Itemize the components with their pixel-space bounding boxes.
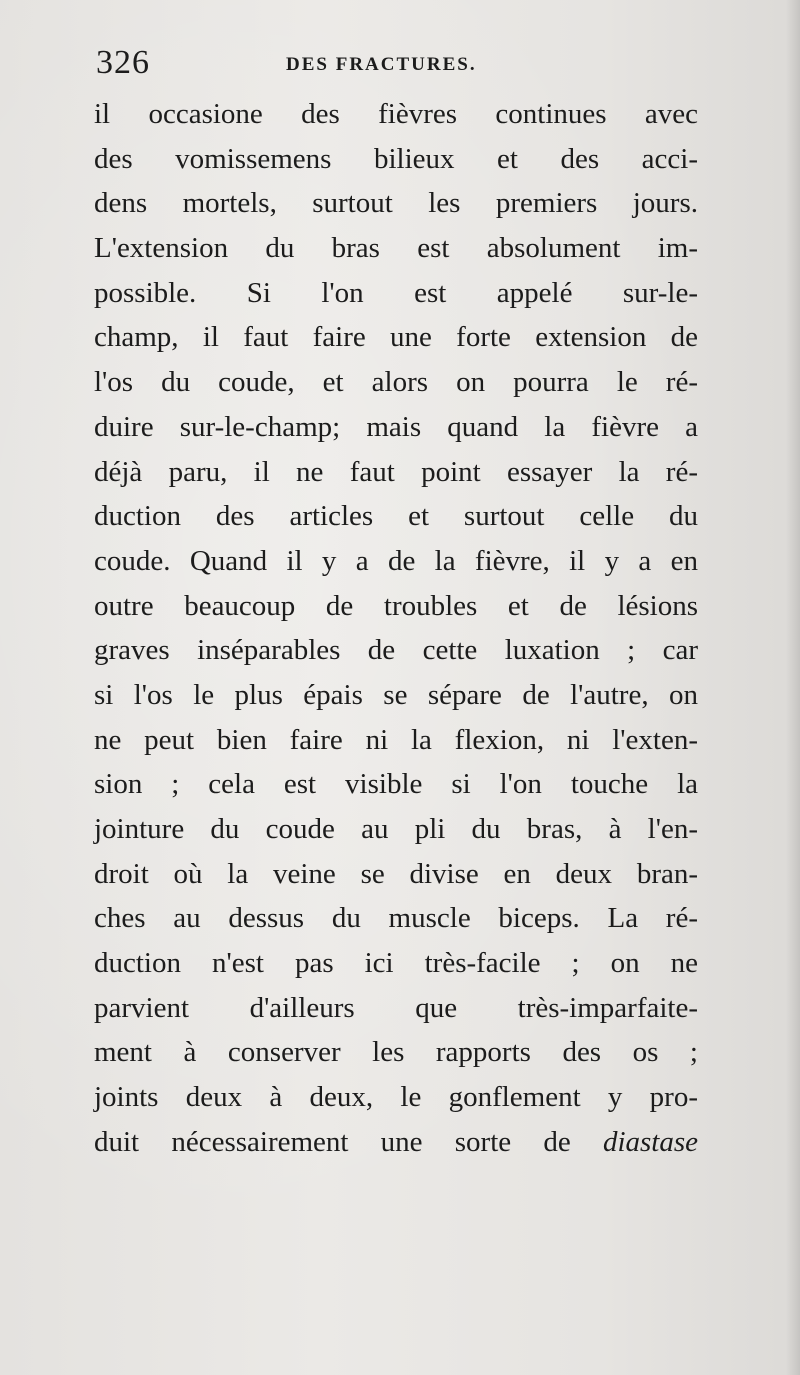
- page-edge-shadow: [786, 0, 800, 1375]
- text-line: duction n'est pas ici très-facile ; on ne: [94, 947, 698, 980]
- text-line: ches au dessus du muscle biceps. La ré-: [94, 902, 698, 935]
- text-line: il occasione des fièvres continues avec: [94, 98, 698, 130]
- text-line: jointure du coude au pli du bras, à l'en-: [94, 813, 698, 845]
- italic-word: diastase: [602, 1125, 698, 1158]
- text-line: graves inséparables de cette luxation ; car: [94, 634, 698, 667]
- text-line: ne peut bien faire ni la flexion, ni l'exten-: [94, 723, 698, 756]
- text-line: si l'os le plus épais se sépare de l'autre, on: [94, 678, 698, 711]
- text-line: parvient d'ailleurs que très-imparfaite-: [94, 991, 698, 1024]
- text-line: coude. Quand il y a de la fièvre, il y a en: [94, 544, 698, 577]
- text-line: déjà paru, il ne faut point essayer la ré-: [94, 455, 698, 488]
- text-line: droit où la veine se divise en deux bran-: [94, 857, 698, 890]
- text-line: outre beaucoup de troubles et de lésions: [94, 589, 698, 622]
- text-line: joints deux à deux, le gonflement y pro-: [94, 1081, 698, 1114]
- text-line: dens mortels, surtout les premiers jours.: [94, 187, 698, 220]
- page-header: [96, 40, 696, 90]
- text-line: champ, il faut faire une forte extension de: [94, 321, 698, 354]
- running-head: DES FRACTURES.: [286, 54, 477, 75]
- text-line: possible. Si l'on est appelé sur-le-: [94, 276, 698, 309]
- text-line: des vomissemens bilieux et des acci-: [94, 142, 698, 175]
- text-line: duire sur-le-champ; mais quand la fièvre a: [94, 410, 698, 443]
- text-line: l'os du coude, et alors on pourra le ré-: [94, 366, 698, 399]
- text-line: sion ; cela est visible si l'on touche la: [94, 768, 698, 801]
- text-line-last: [94, 1120, 698, 1165]
- text-line: ment à conserver les rapports des os ;: [94, 1036, 698, 1069]
- body-text: [94, 92, 698, 1165]
- page-number: 326: [96, 44, 150, 81]
- text-line: L'extension du bras est absolument im-: [94, 232, 698, 265]
- last-line-text: duit nécessairement une sorte de: [94, 1125, 603, 1158]
- text-line: duction des articles et surtout celle du: [94, 500, 698, 533]
